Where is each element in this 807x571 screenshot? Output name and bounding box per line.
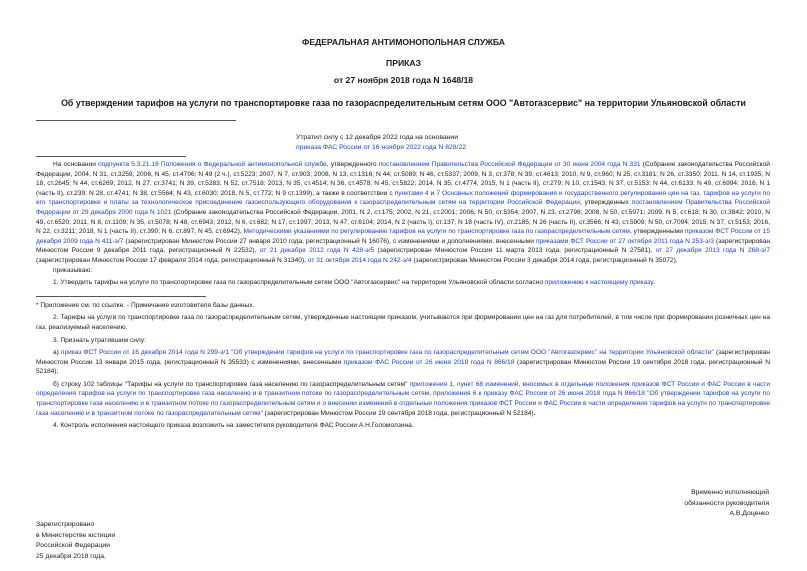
item-3: 3. Признать утратившим силу: [53, 336, 146, 344]
doc-link[interactable]: приложения 1, пункт 68 изменений, вносимых в отдельные положения приказов ФСТ России и ФАС России в части определения тарифов на услуги по транспортировке газа населению и в транзитном потоке по газораспределительным сетям [36, 380, 770, 398]
item-4: 4. Контроль исполнения настоящего приказа возложить на заместителя руководителя ФАС России А.Н.Голомолзина. [53, 422, 414, 430]
text-fragment: (зарегистрирован Минюстом России 19 сентября 2018 года, регистрационный N 52184); [36, 358, 770, 376]
item-3a [36, 348, 770, 377]
notice-divider [36, 156, 186, 157]
doc-link[interactable]: от 31 октября 2014 года N 242-э/4 [307, 256, 412, 264]
item-3b [36, 380, 770, 418]
doc-link[interactable]: постановлением Правительства Российской Федерации от 29 декабря 2000 года N 1021 [36, 199, 770, 216]
doc-link[interactable]: постановлением Правительства Российской Федерации от 30 июня 2004 года N 331 [378, 161, 641, 168]
text-fragment: (зарегистрирован Минюстом России 19 сентября 2018 года, регистрационный N 52184). [262, 409, 536, 417]
registration-line: Российской Федерации [36, 542, 110, 550]
text-fragment: . [652, 279, 655, 287]
preamble-paragraph [36, 160, 770, 266]
expired-text: Утратил силу с 12 декабря 2022 года на основании [296, 134, 459, 141]
item-1 [36, 278, 770, 288]
doc-link[interactable]: 7 Основных положений формирования и государственного регулирования цен на газ, тарифов на услуги по его транспортировке и платы за технологическое присоединение газоиспользующего оборудования к газораспределительным сетям на территории Российской Федерации [36, 189, 770, 207]
text-fragment: и [428, 189, 437, 197]
doc-link[interactable]: приказ ФСТ России от 16 декабря 2014 года N 299-э/1 "Об утверждении тарифов на услуги по транспортировке газа по газораспределительным сетям ООО "Автогазсервис" на территории Ульяновской области" [60, 349, 714, 357]
expired-link[interactable]: приказа ФАС России от 16 ноября 2022 года N 828/22 [296, 144, 467, 151]
text-fragment: (зарегистрирован Минюстом России 17 февраля 2014 года, регистрационный N 31340), [36, 256, 308, 264]
text-fragment: , утвержденными [629, 228, 685, 236]
appendix-link[interactable]: приложению к настоящему приказу [544, 279, 653, 287]
signatory-name: А.В.Доценко [729, 510, 769, 518]
text-fragment: На основании [53, 161, 99, 168]
text-fragment: б) строку 102 таблицы "Тарифы на услуги по транспортировке газа населению по газораспределительным сетям" [53, 380, 410, 388]
doc-link[interactable]: подпункта 5.3.21.16 Положения о Федеральной антимонопольной службе [98, 161, 327, 168]
text-fragment: , утвержденного [326, 161, 379, 168]
registration-date: 25 декабря 2018 года, [36, 552, 106, 560]
doc-link[interactable]: приказом ФАС России от 26 июня 2018 года N 866/18 [343, 358, 515, 366]
registration-line: Зарегистрировано [36, 521, 95, 528]
doc-link[interactable]: от 27 декабря 2013 года N 268-э/7 [655, 247, 771, 255]
signature-line: Временно исполняющий [691, 489, 769, 496]
registration-block [36, 520, 115, 562]
text-fragment: (зарегистрирован Минюстом России 3 декабря 2014 года, регистрационный N 35072), [411, 256, 678, 264]
text-fragment: (зарегистрирован Минюстом России 11 марта 2013 года, регистрационный N 27581), [374, 247, 656, 255]
doc-link[interactable]: приказами ФСТ России от 27 октября 2011 года N 253-э/3 [535, 237, 714, 245]
signature-block [684, 488, 769, 520]
footnote: * Приложение см. по ссылке. - Примечание изготовителя базы данных. [36, 296, 206, 311]
item-2: 2. Тарифы на услуги по транспортировке газа по газораспределительным сетям, утвержденные настоящим приказом, учитываются при формировании цен на газ для потребителей, в том числе при формировании розничных цен на газ, реализуемый населению. [36, 314, 770, 331]
header-divider [36, 120, 236, 121]
doc-link[interactable]: пунктами 4 [394, 189, 429, 197]
document-body [36, 160, 770, 431]
signature-line: обязанности руководителя [684, 499, 769, 507]
text-fragment: (Собрание законодательства Российской Федерации, 2001, N 2, ст.175; 2002, N 21, ст.2001; 2006, N 50, ст.5354; 2007, N 23, ст.2798; 2008, N 50, ст.5971; 2009, N 5, ст.618; N 30, ст.3842; 2010, N 49, ст.6520; 2011, N 8, ст.1109; N 35, ст.5078; N 48, ст.6943; 2012, N 6, ст.682; N 17, ст.1997; 2013, N 47, ст.6104; 2014, N 2 (часть I), ст.137; N 18 (часть IV), ст.2185; N 26 (часть II), ст.3566; N 43, ст.5909; N 50, ст.7094; 2015, N 37, ст.5153; 2016, N 22, ст.3211; 2018, N 1 (часть II), ст.390; N 6, ст.897, N 45, ст.6942), [36, 208, 771, 236]
order-word: приказываю: [53, 266, 93, 274]
registration-line: в Министерстве юстиции [36, 531, 116, 539]
doc-link[interactable]: приказом ФСТ России от 15 декабря 2009 года N 411-э/7 [36, 228, 771, 245]
document-title: Об утверждении тарифов на услуги по транспортировке газа по газораспределительным сетям ООО "Автогазсервис" на территории Ульяновской области [61, 98, 746, 108]
text-fragment: (зарегистрирован Минюстом России 13 января 2015 года, регистрационный N 35533) с изменениями, внесенными [36, 349, 770, 366]
doc-link[interactable]: Методическими указаниями по регулированию тарифов на услуги по транспортировке газа по газораспределительным сетям [243, 228, 630, 236]
text-fragment: а) [53, 349, 61, 357]
text-fragment: (зарегистрирован Минюстом России 27 января 2010 года, регистрационный N 16076), с изменениями и дополнениями, внесенными [123, 237, 536, 245]
expired-notice [296, 133, 596, 153]
text-fragment: , [429, 390, 434, 398]
document-type: ПРИКАЗ [386, 58, 421, 68]
text-fragment: 1. Утвердить тарифы на услуги по транспортировке газа по газораспределительным сетям ООО "Автогазсервис" на территории Ульяновской области согласно [53, 279, 545, 287]
text-fragment: (Собрание законодательства Российской Федерации, 2004, N 31, ст.3259; 2006, N 45, ст.4706; N 49 (2 ч.), ст.5223; 2007, N 7, ст.903; 2008, N 13, ст.1316; N 44, ст.5089; N 46, ст.5337; 2009, N 3, ст.378; N 39, ст.4613; 2010, N 9, ст.960; N 25, ст.3181; N 26, ст.3350; 2011, N 14, ст.1935; N 18, ст.2645; N 44, ст.6269; 2012, N 27, ст.3741; N 39, ст.5283; N 52, ст.7518; 2013, N 35, ст.4514; N 36, ст.4578; N 45, ст.5822; 2014, N 35, ст.4774; 2015, N 1 (часть II), ст.279; N 10, ст.1543; N 37, ст.5153; N 44, ст.6133; N 49, ст.6994; 2016, N 1 (часть II), ст.239; N 28, ст.4741; N 38, ст.5564; N 43, ст.6030; 2018, N 5, ст.772; N 9 ст.1399), а также в соответствии с [36, 161, 770, 197]
doc-link[interactable]: от 21 декабря 2012 года N 428-э/5 [259, 247, 375, 255]
document-date-number: от 27 ноября 2018 года N 1648/18 [333, 75, 474, 85]
doc-link[interactable]: приложения 6 к приказу ФАС России от 26 июня 2018 года N 866/18 "Об утверждении тарифов на услуги по транспортировке газа населению и в транзитном потоке по газораспределительным сетям и о внесении изменений в отдельные положения приказов ФСТ России и ФАС России в части определения тарифов на услуги по транспортировке газа населению и в транзитном потоке по газораспределительным сетям" [36, 390, 770, 417]
agency-name: ФЕДЕРАЛЬНАЯ АНТИМОНОПОЛЬНАЯ СЛУЖБА [302, 37, 505, 47]
text-fragment: (зарегистрирован Минюстом России 9 декабря 2011 года, регистрационный N 22532), [36, 237, 771, 255]
text-fragment: , утвержденных [579, 199, 632, 207]
